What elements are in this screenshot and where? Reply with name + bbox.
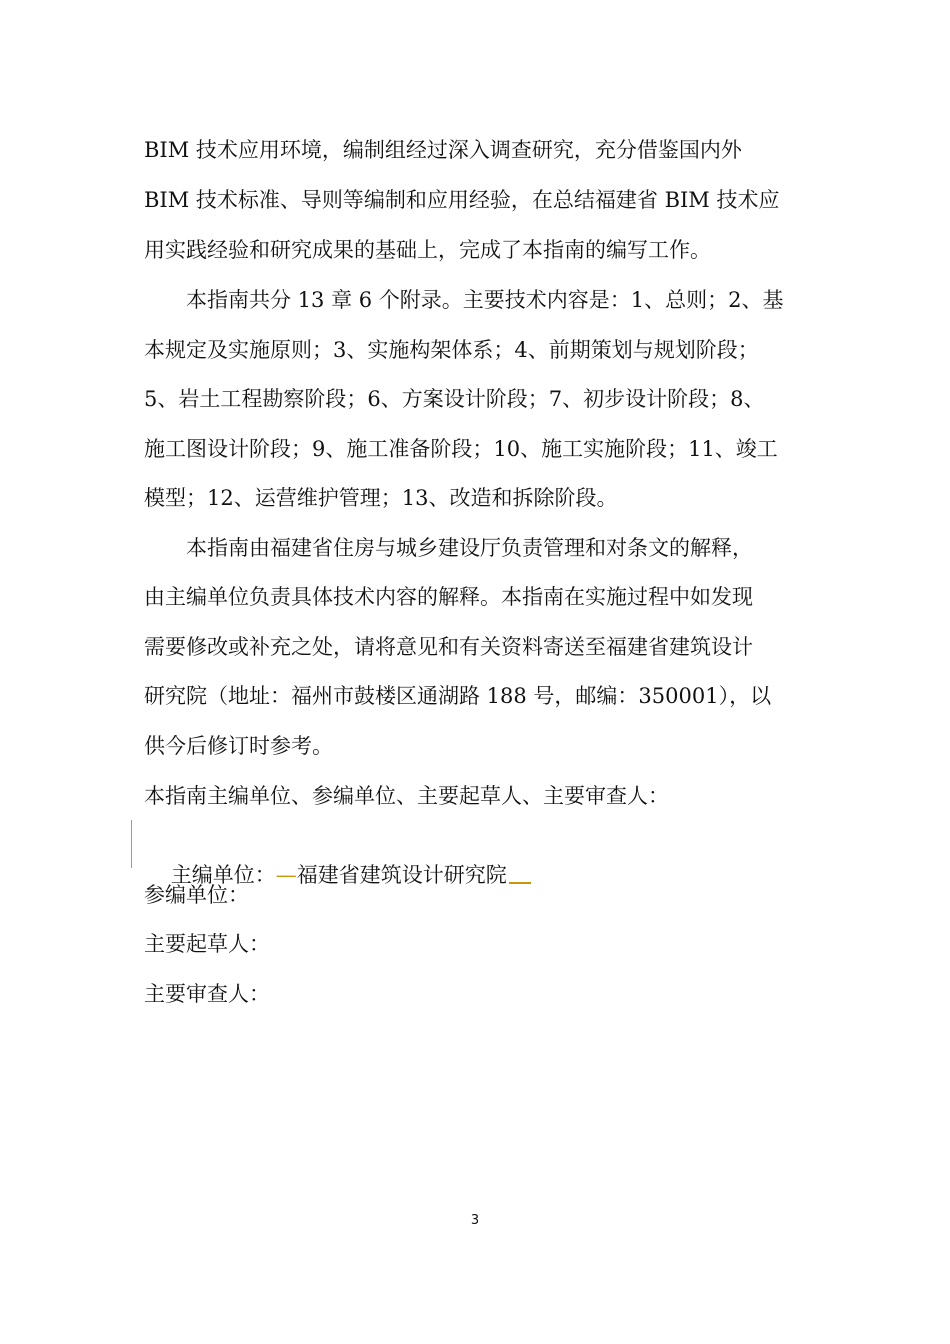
participating-units-label: 参编单位： xyxy=(144,883,249,907)
main-reviewers-label: 主要审查人： xyxy=(144,982,270,1006)
revision-change-bar xyxy=(131,820,132,868)
paragraph-line: 本规定及实施原则；3、实施构架体系；4、前期策划与规划阶段； xyxy=(144,338,759,362)
paragraph-line: 供今后修订时参考。 xyxy=(144,734,333,758)
paragraph-line: 需要修改或补充之处，请将意见和有关资料寄送至福建省建筑设计 xyxy=(144,635,753,659)
revision-underline-mark xyxy=(509,862,531,884)
paragraph-line: 模型；12、运营维护管理；13、改造和拆除阶段。 xyxy=(144,486,618,510)
paragraph-line: BIM 技术标准、导则等编制和应用经验，在总结福建省 BIM 技术应 xyxy=(144,188,780,212)
paragraph-line: 5、岩土工程勘察阶段；6、方案设计阶段；7、初步设计阶段；8、 xyxy=(144,387,765,411)
paragraph-line: 本指南共分 13 章 6 个附录。主要技术内容是：1、总则；2、基 xyxy=(186,288,784,312)
main-drafters-label: 主要起草人： xyxy=(144,932,270,956)
units-heading: 本指南主编单位、参编单位、主要起草人、主要审查人： xyxy=(144,784,669,808)
paragraph-line: 研究院（地址：福州市鼓楼区通湖路 188 号，邮编：350001），以 xyxy=(144,684,772,708)
paragraph-line: 由主编单位负责具体技术内容的解释。本指南在实施过程中如发现 xyxy=(144,585,753,609)
chief-unit-label: 主编单位： xyxy=(170,863,276,887)
revision-dash-mark: — xyxy=(275,863,297,887)
paragraph-line: BIM 技术应用环境，编制组经过深入调查研究，充分借鉴国内外 xyxy=(144,138,742,162)
paragraph-line: 用实践经验和研究成果的基础上，完成了本指南的编写工作。 xyxy=(144,238,711,262)
paragraph-line: 本指南由福建省住房与城乡建设厅负责管理和对条文的解释， xyxy=(186,536,753,560)
paragraph-line: 施工图设计阶段；9、施工准备阶段；10、施工实施阶段；11、竣工 xyxy=(144,437,778,461)
page-number: 3 xyxy=(470,1213,480,1228)
chief-unit-value: 福建省建筑设计研究院 xyxy=(296,863,507,887)
